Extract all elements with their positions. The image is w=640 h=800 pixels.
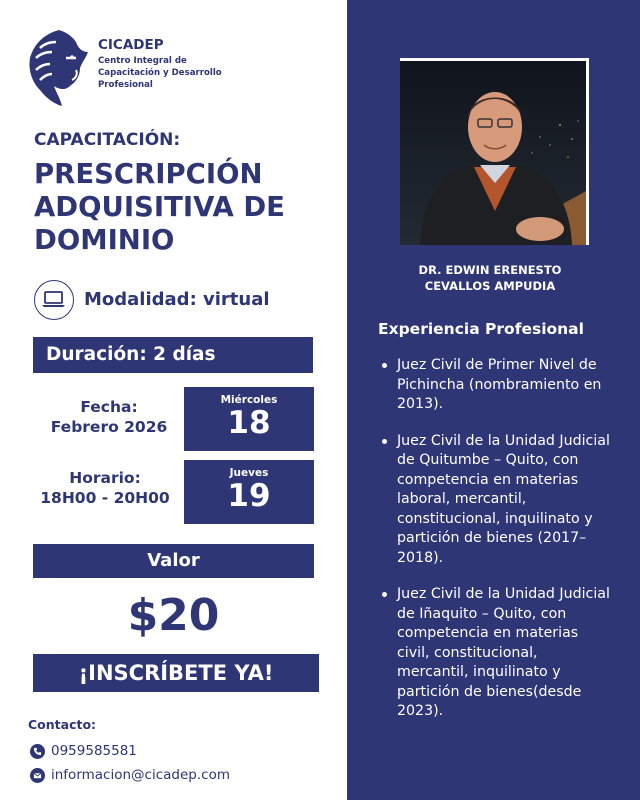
experience-list	[378, 356, 613, 739]
modalidad-text: Modalidad: virtual	[84, 289, 270, 310]
date-day: Jueves	[229, 467, 269, 479]
horario-block	[30, 468, 180, 508]
horario-label: Horario:	[69, 469, 141, 487]
phone-icon	[30, 744, 45, 759]
speaker-name-line1: DR. EDWIN ERENESTO	[418, 263, 562, 277]
fecha-label: Fecha:	[80, 398, 138, 416]
envelope-icon	[30, 768, 45, 783]
speaker-photo	[400, 58, 589, 245]
valor-bar: Valor	[33, 544, 314, 578]
price: $20	[127, 590, 220, 641]
course-title: PRESCRIPCIÓN ADQUISITIVA DE DOMINIO	[34, 158, 285, 256]
phone-number[interactable]: 0959585581	[51, 743, 137, 759]
list-item: Juez Civil de la Unidad Judicial de Iñaquito – Quito, con competencia en materias civil, constitucional, mercantil, inquilinato y partición de bienes(desde 2023).	[378, 585, 613, 722]
speaker-name-line2: CEVALLOS AMPUDIA	[424, 279, 556, 293]
brand-subtitle: Centro Integral de Capacitación y Desarrollo Profesional	[98, 56, 222, 90]
email-address[interactable]: informacion@cicadep.com	[51, 767, 230, 783]
horario-value: 18H00 - 20H00	[40, 489, 170, 507]
phone-row[interactable]	[30, 741, 137, 761]
experience-title: Experiencia Profesional	[378, 320, 584, 338]
email-row[interactable]	[30, 765, 230, 785]
lion-head-icon	[26, 28, 92, 108]
brand-name: CICADEP	[98, 37, 164, 53]
course-label: CAPACITACIÓN:	[34, 130, 181, 150]
date-block-2	[184, 460, 314, 524]
date-block-1	[184, 387, 314, 451]
fecha-block	[34, 397, 184, 437]
laptop-icon	[34, 280, 74, 320]
fecha-value: Febrero 2026	[50, 418, 168, 436]
date-number: 19	[227, 478, 271, 514]
speaker-name	[370, 262, 610, 294]
contact-label: Contacto:	[28, 717, 97, 732]
duracion-bar: Duración: 2 días	[33, 337, 313, 373]
list-item: Juez Civil de la Unidad Judicial de Quitumbe – Quito, con competencia en materias laboral, mercantil, constitucional, inquilinato y partición de bienes (2017–2018).	[378, 432, 613, 569]
date-day: Miércoles	[220, 394, 278, 406]
date-number: 18	[227, 405, 271, 441]
register-button[interactable]: ¡INSCRÍBETE YA!	[33, 654, 319, 692]
list-item: Juez Civil de Primer Nivel de Pichincha (nombramiento en 2013).	[378, 356, 613, 415]
